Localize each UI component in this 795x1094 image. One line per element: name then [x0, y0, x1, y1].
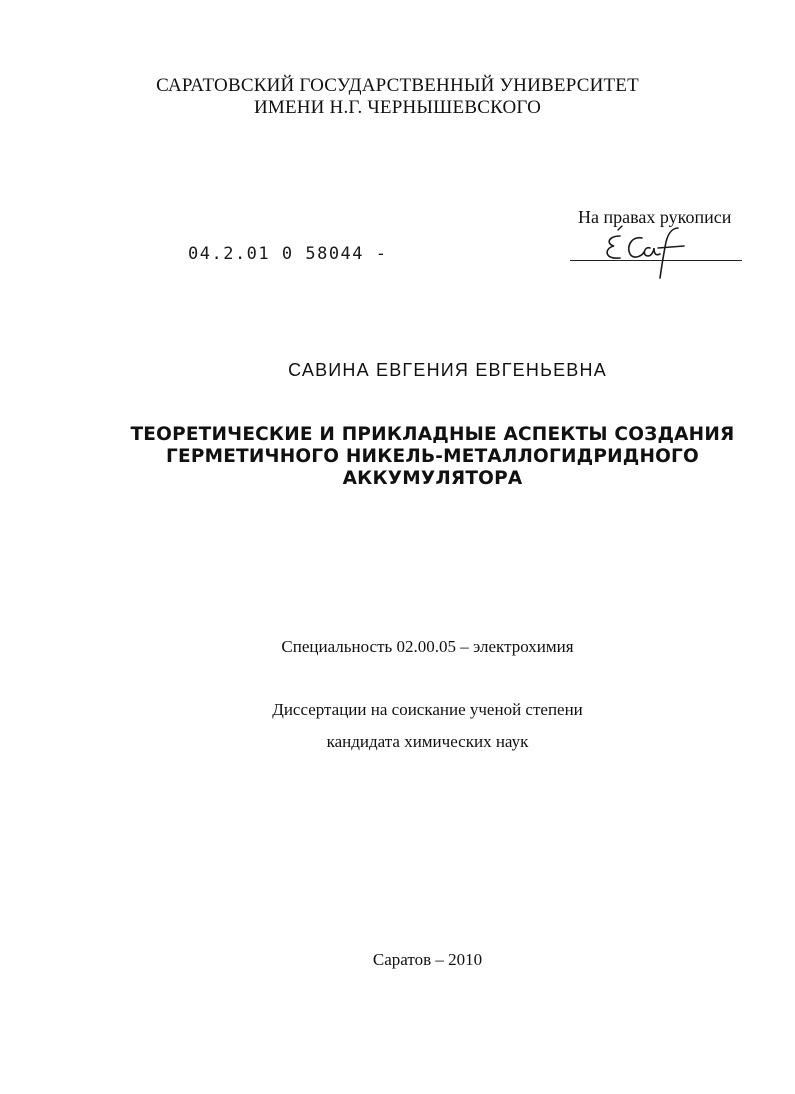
library-stamp-code: 04.2.01 0 58044 -: [188, 244, 388, 264]
manuscript-rights-label: На правах рукописи: [578, 207, 732, 227]
dissertation-title-line3: АККУМУЛЯТОРА: [342, 468, 523, 489]
dissertation-title-line2: ГЕРМЕТИЧНОГО НИКЕЛЬ-МЕТАЛЛОГИДРИДНОГО: [166, 446, 699, 467]
specialty-text: Специальность 02.00.05 – электрохимия: [281, 637, 574, 656]
university-name-line2: ИМЕНИ Н.Г. ЧЕРНЫШЕВСКОГО: [253, 97, 542, 118]
place-and-year: Саратов – 2010: [372, 950, 483, 969]
dissertation-title-line1: ТЕОРЕТИЧЕСКИЕ И ПРИКЛАДНЫЕ АСПЕКТЫ СОЗДАНИЯ: [130, 424, 735, 445]
university-name-line1: САРАТОВСКИЙ ГОСУДАРСТВЕННЫЙ УНИВЕРСИТЕТ: [156, 75, 639, 96]
handwritten-signature: [598, 222, 688, 280]
degree-line1: Диссертации на соискание ученой степени: [272, 700, 583, 719]
author-name: САВИНА ЕВГЕНИЯ ЕВГЕНЬЕВНА: [288, 360, 607, 380]
degree-line2: кандидата химических наук: [326, 732, 529, 751]
